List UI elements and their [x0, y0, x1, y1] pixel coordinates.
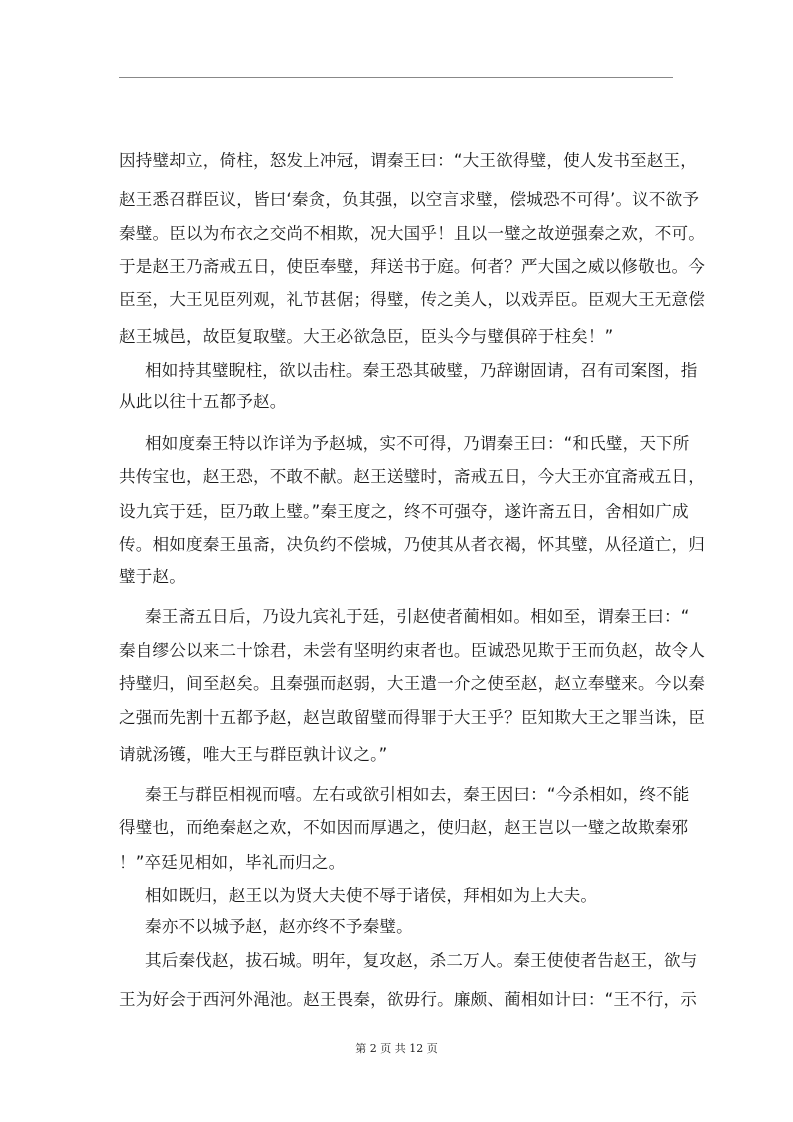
text-line: 王为好会于西河外渑池。赵王畏秦，欲毋行。廉颇、蔺相如计曰：“王不行，示 — [119, 990, 698, 1009]
text-line: 得璧也，而绝秦赵之欢，不如因而厚遇之，使归赵，赵王岂以一璧之故欺秦邪 — [119, 818, 689, 837]
text-line: 璧于赵。 — [119, 567, 186, 586]
paragraph-first-line: 秦亦不以城予赵，赵亦终不予秦璧。 — [145, 917, 413, 936]
paragraph-first-line: 秦王斋五日后，乃设九宾礼于廷，引赵使者蔺相如。相如至，谓秦王曰：“ — [145, 607, 690, 626]
header-rule — [119, 77, 673, 78]
paragraph-first-line: 相如持其璧睨柱，欲以击柱。秦王恐其破璧，乃辞谢固请，召有司案图，指 — [145, 361, 698, 380]
page-number-footer: 第 2 页 共 12 页 — [355, 1042, 438, 1055]
text-line: 之强而先割十五都予赵，赵岂敢留璧而得罪于大王乎？臣知欺大王之罪当诛，臣 — [119, 708, 706, 727]
paragraph-first-line: 相如既归，赵王以为贤大夫使不辱于诸侯，拜相如为上大夫。 — [145, 886, 598, 905]
text-line: 共传宝也，赵王恐，不敢不献。赵王送璧时，斋戒五日，今大王亦宜斋戒五日， — [119, 467, 706, 486]
text-line: 秦自缪公以来二十馀君，未尝有坚明约束者也。臣诚恐见欺于王而负赵，故令人 — [119, 641, 706, 660]
text-line: 秦璧。臣以为布衣之交尚不相欺，况大国乎！且以一璧之故逆强秦之欢，不可。 — [119, 224, 706, 243]
text-line: 于是赵王乃斋戒五日，使臣奉璧，拜送书于庭。何者？严大国之威以修敬也。今 — [119, 257, 706, 276]
paragraph-first-line: 其后秦伐赵，拔石城。明年，复攻赵，杀二万人。秦王使使者告赵王，欲与 — [145, 951, 698, 970]
paragraph-first-line: 相如度秦王特以诈详为予赵城，实不可得，乃谓秦王曰：“和氏璧，天下所 — [145, 434, 690, 453]
text-line: 从此以往十五都予赵。 — [119, 392, 287, 411]
paragraph-first-line: 秦王与群臣相视而嘻。左右或欲引相如去，秦王因曰：“今杀相如，终不能 — [145, 785, 690, 804]
text-line: ！”卒廷见相如，毕礼而归之。 — [119, 853, 346, 872]
text-line: 赵王城邑，故臣复取璧。大王必欲急臣，臣头今与璧俱碎于柱矣！” — [119, 327, 614, 346]
text-line: 传。相如度秦王虽斋，决负约不偿城，乃使其从者衣褐，怀其璧，从径道亡，归 — [119, 535, 706, 554]
text-line: 请就汤镬，唯大王与群臣孰计议之。” — [119, 745, 388, 764]
text-line: 臣至，大王见臣列观，礼节甚倨；得璧，传之美人，以戏弄臣。臣观大王无意偿 — [119, 290, 706, 309]
text-line: 赵王悉召群臣议，皆曰‘秦贪，负其强，以空言求璧，偿城恐不可得’。议不欲予 — [119, 190, 700, 209]
text-line: 持璧归，间至赵矣。且秦强而赵弱，大王遣一介之使至赵，赵立奉璧来。今以秦 — [119, 674, 706, 693]
text-line: 设九宾于廷，臣乃敢上璧。”秦王度之，终不可强夺，遂许斋五日，舍相如广成 — [119, 502, 689, 521]
text-line: 因持璧却立，倚柱，怒发上冲冠，谓秦王曰：“大王欲得璧，使人发书至赵王， — [119, 151, 698, 170]
